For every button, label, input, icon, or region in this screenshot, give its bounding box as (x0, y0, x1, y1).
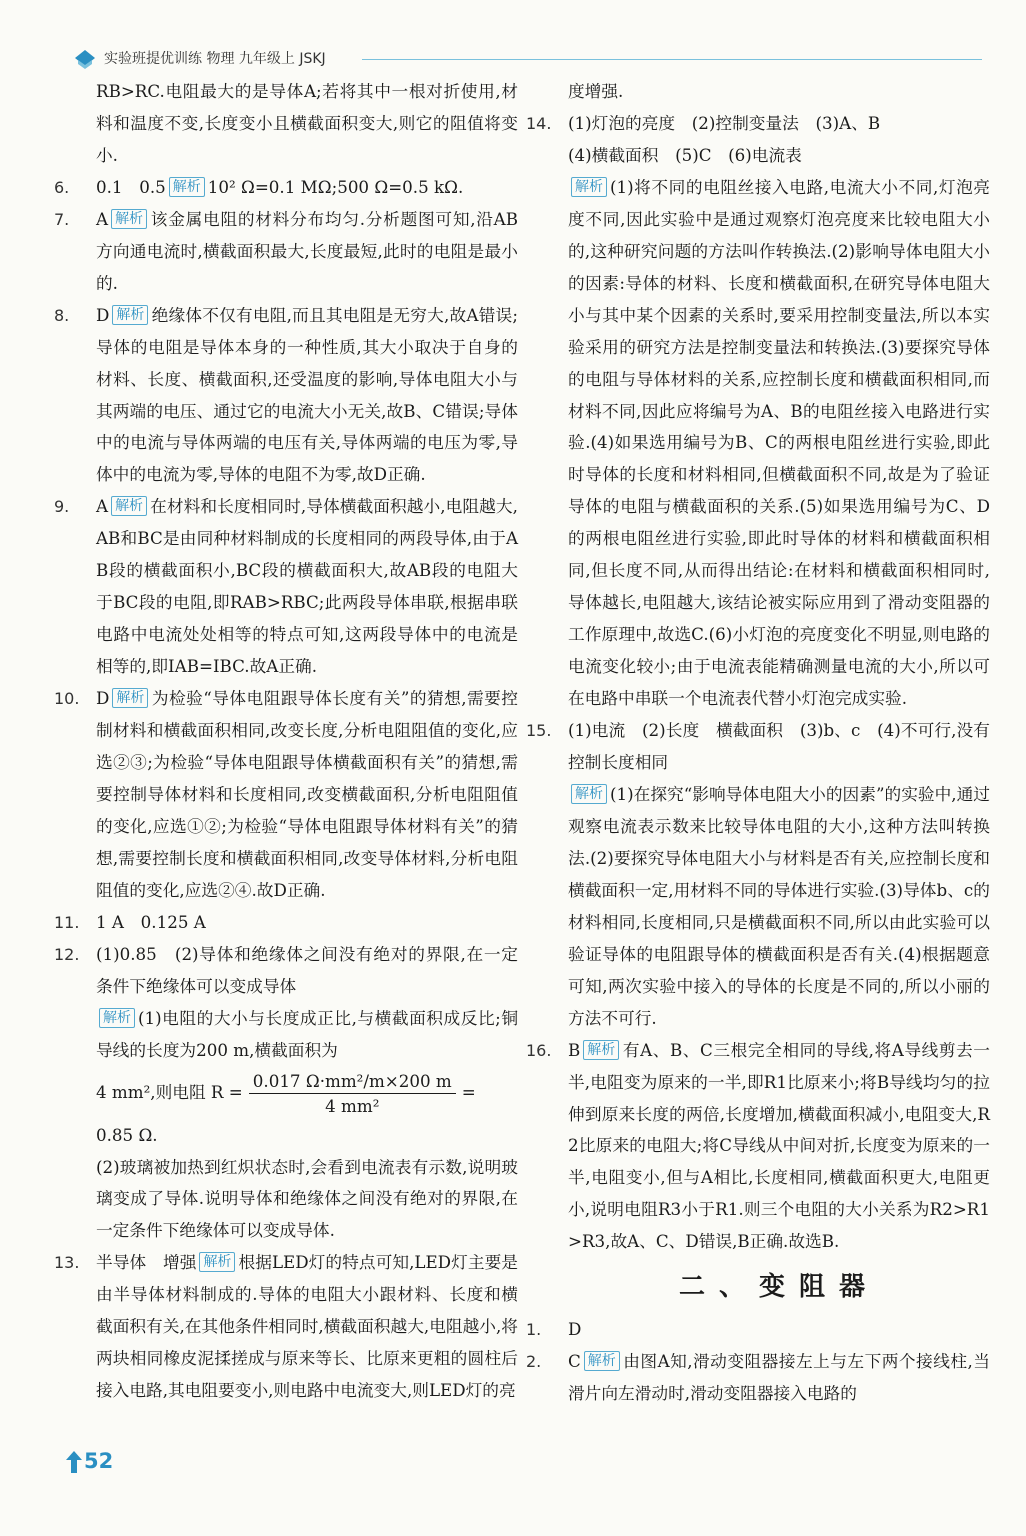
answer-choice: D (96, 688, 110, 709)
answer-choice: C (568, 1351, 581, 1372)
analysis-tag: 解析 (571, 784, 607, 804)
explanation-text: 该金属电阻的材料分布均匀.分析题图可知,沿AB方向通电流时,横截面积最大,长度最短,此时的电阻是最小的. (96, 208, 518, 293)
explanation-text: (1)0.85 (2)导体和绝缘体之间没有绝对的界限,在一定条件下绝缘体可以变成导体 (96, 943, 518, 996)
formula-denominator: 4 mm² (325, 1095, 380, 1116)
explanation-text: 在材料和长度相同时,导体横截面积越小,电阻越大,AB和BC是由同种材料制成的长度相同的两段导体,由于AB段的横截面积小,BC段的横截面积大,故AB段的电阻大于BC段的电阻,即RAB>RBC;此两段导体串联,根据串联电路中电流处处相等的特点可知,这两段导体中的电流是相等的,即IAB=IBC.故A正确. (96, 496, 518, 677)
page-header (72, 44, 982, 74)
answer-text (96, 1120, 518, 1152)
analysis-tag: 解析 (584, 1351, 620, 1371)
answer-text (568, 1346, 990, 1410)
formula-lhs: 4 mm²,则电阻 R = (96, 1082, 243, 1103)
answer-choice: D (96, 304, 110, 325)
analysis-tag: 解析 (112, 688, 148, 708)
explanation-text: (1)在探究“影响导体电阻大小的因素”的实验中,通过观察电流表示数来比较导体电阻的大小,这种方法叫转换法.(2)要探究导体电阻大小与材料是否有关,应控制长度和横截面积一定,用材料不同的导体进行实验.(3)导体b、c的材料相同,长度相同,只是横截面积不同,所以由此实验可以验证导体的电阻跟导体的横截面积是否有关.(4)根据题意可知,两次实验中接入的导体的长度是不同的,所以小丽的方法不可行. (568, 783, 990, 1028)
answer-item (54, 907, 518, 939)
left-column (54, 76, 518, 1407)
answer-text (96, 907, 518, 939)
answer-item (526, 715, 990, 1035)
item-number: 14. (526, 113, 552, 133)
answer-item (526, 1346, 990, 1410)
explanation-text: 绝缘体不仅有电阻,而且其电阻是无穷大,故A错误;导体的电阻是导体本身的一种性质,其大小取决于自身的材料、长度、横截面积,还受温度的影响,导体电阻大小与其两端的电压、通过它的电流大小无关,故B、C错误;导体中的电流与导体两端的电压有关,导体两端的电压为零,导体中的电流为零,导体的电阻不为零,故D正确. (96, 304, 518, 485)
explanation-text: 1 A 0.125 A (96, 911, 206, 932)
formula-fraction (249, 1069, 456, 1118)
analysis-tag: 解析 (199, 1252, 235, 1272)
answer-item (54, 491, 518, 683)
answer-text (96, 204, 518, 300)
explanation-text: (1)灯泡的亮度 (2)控制变量法 (3)A、B (568, 112, 881, 133)
answer-text (568, 108, 990, 140)
analysis-tag: 解析 (111, 496, 147, 516)
answer-text (568, 779, 990, 1035)
explanation-text: RB>RC.电阻最大的是导体A;若将其中一根对折使用,材料和温度不变,长度变小且横截面积变大,则它的阻值将变小. (96, 81, 518, 165)
explanation-text: (2)玻璃被加热到红炽状态时,会看到电流表有示数,说明玻璃变成了导体.说明导体和绝缘体之间没有绝对的界限,在一定条件下绝缘体可以变成导体. (96, 1156, 518, 1241)
explanation-text: 根据LED灯的特点可知,LED灯主要是由半导体材料制成的.导体的电阻大小跟材料、长度和横截面积有关,在其他条件相同时,横截面积越大,电阻越小,将两块相同橡皮泥揉搓成与原来等长、比原来更粗的圆柱后接入电路,其电阻要变小,则电路中电流变大,则LED灯的亮 (96, 1252, 518, 1401)
answer-choice: A (96, 496, 109, 517)
answer-text (96, 939, 518, 1003)
answer-choice: A (96, 208, 109, 229)
answer-text (96, 1247, 518, 1407)
answer-text (568, 1035, 990, 1259)
answer-item (54, 172, 518, 204)
explanation-text: 由图A知,滑动变阻器接左上与左下两个接线柱,当滑片向左滑动时,滑动变阻器接入电路的 (568, 1351, 990, 1404)
section-title: 二、变阻器 (678, 1272, 879, 1303)
page-number (66, 1447, 114, 1477)
explanation-text: (4)横截面积 (5)C (6)电流表 (568, 144, 802, 165)
answer-item (54, 939, 518, 1248)
answer-choice: 0.1 0.5 (96, 176, 166, 197)
answer-text (96, 491, 518, 683)
page-number-text: 52 (84, 1449, 114, 1473)
item-number: 6. (54, 177, 70, 197)
analysis-tag: 解析 (111, 209, 147, 229)
item-number: 12. (54, 944, 80, 964)
header-title: 实验班提优训练 物理 九年级上 JSKJ (104, 51, 326, 67)
answer-item (526, 1035, 990, 1259)
answer-text (568, 76, 990, 108)
item-number: 1. (526, 1320, 542, 1340)
explanation-text: 有A、B、C三根完全相同的导线,将A导线剪去一半,电阻变为原来的一半,即R1比原来小;将B导线均匀的拉伸到原来长度的两倍,长度增加,横截面积减小,电阻变大,R2比原来的电阻大;将C导线从中间对折,长度变为原来的一半,电阻变小,但与A相比,长度相同,横截面积更大,电阻更小,说明电阻R3小于R1.则三个电阻的大小关系为R2>R1>R3,故A、C、D错误,B正确.故选B. (568, 1039, 990, 1252)
analysis-tag: 解析 (571, 177, 607, 197)
item-number: 8. (54, 305, 70, 325)
answer-text (568, 715, 990, 779)
answer-item (526, 1314, 990, 1346)
answer-item (526, 108, 990, 715)
answer-item (568, 76, 990, 108)
explanation-text: 10² Ω=0.1 MΩ;500 Ω=0.5 kΩ. (207, 176, 464, 197)
item-number: 10. (54, 689, 80, 709)
answer-item (54, 300, 518, 492)
analysis-tag: 解析 (169, 177, 205, 197)
answer-text (96, 683, 518, 907)
right-column (526, 76, 990, 1410)
explanation-text: (1)电阻的大小与长度成正比,与横截面积成反比;铜导线的长度为200 m,横截面积为 (96, 1007, 518, 1060)
formula-numerator: 0.017 Ω·mm²/m×200 m (249, 1069, 456, 1094)
analysis-tag: 解析 (583, 1040, 619, 1060)
analysis-tag: 解析 (99, 1008, 135, 1028)
item-number: 16. (526, 1040, 552, 1060)
book-logo-icon (72, 46, 98, 70)
answer-item (54, 683, 518, 907)
answer-item (54, 204, 518, 300)
arrow-up-icon (66, 1451, 82, 1473)
answer-choice: B (568, 1039, 581, 1060)
explanation-text: 0.85 Ω. (96, 1124, 158, 1145)
explanation-text: (1)电流 (2)长度 横截面积 (3)b、c (4)不可行,没有控制长度相同 (568, 720, 990, 773)
resistance-formula (96, 1069, 518, 1118)
item-number: 11. (54, 912, 80, 932)
answer-text (96, 76, 518, 172)
answer-text (568, 140, 990, 172)
explanation-text: 度增强. (568, 81, 624, 101)
formula-equals: = (461, 1082, 476, 1103)
explanation-text: (1)将不同的电阻丝接入电路,电流大小不同,灯泡亮度不同,因此实验中是通过观察灯泡亮度来比较电阻大小的,这种研究问题的方法叫作转换法.(2)影响导体电阻大小的因素:导体的材料、长度和横截面积,在研究导体电阻大小与其中某个因素的关系时,要采用控制变量法,所以本实验采用的研究方法是控制变量法和转换法.(3)要探究导体的电阻与导体材料的关系,应控制长度和横截面积相同,而材料不同,因此应将编号为A、B的电阻丝接入电路进行实验.(4)如果选用编号为B、C的两根电阻丝进行实验,即此时导体的长度和材料相同,但横截面积不同,故是为了验证导体的电阻与横截面积的关系.(5)如果选用编号为C、D的两根电阻丝进行实验,即此时导体的材料和横截面积相同,但长度不同,从而得出结论:在材料和横截面积相同时,导体越长,电阻越大,该结论被实际应用到了滑动变阻器的工作原理中,故选C.(6)小灯泡的亮度变化不明显,则电路的电流变化较小;由于电流表能精确测量电流的大小,所以可在电路中串联一个电流表代替小灯泡完成实验. (568, 176, 990, 709)
item-number: 13. (54, 1253, 80, 1273)
explanation-text: 为检验“导体电阻跟导体长度有关”的猜想,需要控制材料和横截面积相同,改变长度,分析电阻阻值的变化,应选②③;为检验“导体电阻跟导体横截面积有关”的猜想,需要控制导体材料和长度相同,改变横截面积,分析电阻阻值的变化,应选①②;为检验“导体电阻跟导体材料有关”的猜想,需要控制长度和横截面积相同,改变导体材料,分析电阻阻值的变化,应选②④.故D正确. (96, 688, 518, 900)
analysis-tag: 解析 (112, 305, 148, 325)
answer-item (54, 1247, 518, 1407)
answer-text (96, 1003, 518, 1067)
answer-text (96, 1152, 518, 1248)
item-number: 9. (54, 497, 70, 517)
explanation-text: D (568, 1319, 582, 1340)
item-number: 15. (526, 721, 552, 741)
header-rule (362, 59, 982, 60)
answer-text (568, 1314, 990, 1346)
item-number: 7. (54, 209, 70, 229)
answer-text (96, 300, 518, 492)
answer-text (568, 172, 990, 715)
item-number: 2. (526, 1352, 542, 1372)
answer-choice: 半导体 增强 (96, 1252, 197, 1273)
answer-text (96, 172, 518, 204)
answer-item (96, 76, 518, 172)
